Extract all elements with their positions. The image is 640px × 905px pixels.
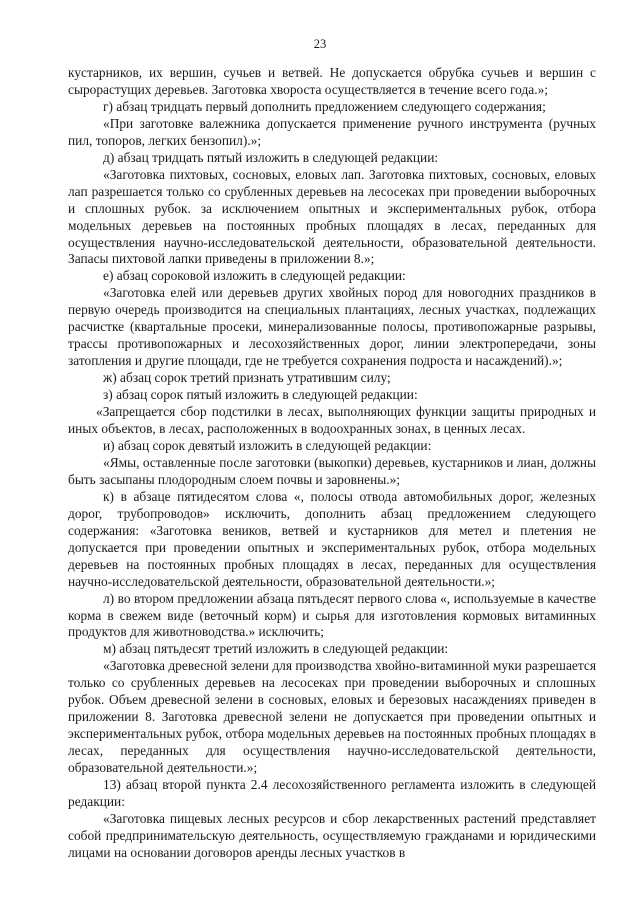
paragraph-quote-zelen: «Заготовка древесной зелени для производства хвойно-витаминной муки разрешается только со срубленных деревьев на лесосеках при проведении выборочных и сплошных рубок. Объем древесной зелени в сосновых, еловых и березовых насаждениях приведен в приложении 8. Заготовка древесной зелени не допускается при проведении опытных и экспериментальных рубок, отбора модельных деревьев на постоянных пробных площадях в лесах, переданных для осуществления научно-исследовательской деятельности, образовательной деятельности.»; bbox=[68, 658, 596, 776]
paragraph-continuation: кустарников, их вершин, сучьев и ветвей. Не допускается обрубка сучьев и вершин с сырорастущих деревьев. Заготовка хвороста осуществляется в течение всего года.»; bbox=[68, 65, 596, 97]
paragraph-quote-yamy: «Ямы, оставленные после заготовки (выкопки) деревьев, кустарников и лиан, должны быть засыпаны плодородным слоем почвы и заровнены.»; bbox=[68, 454, 596, 487]
paragraph-item-g: г) абзац тридцать первый дополнить предложением следующего содержания; bbox=[103, 98, 546, 114]
paragraph-item-z: з) абзац сорок пятый изложить в следующей редакции: bbox=[103, 387, 418, 403]
paragraph-item-d: д) абзац тридцать пятый изложить в следующей редакции: bbox=[103, 149, 439, 165]
paragraph-item-k: к) в абзаце пятидесятом слова «, полосы отвода автомобильных дорог, железных дорог, трубопроводов» исключить, дополнить абзац предложением следующего содержания: «Заготовка веников, ветвей и кустарников для метел и плетения не допускается при проведении опытных и экспериментальных рубок, отбора модельных деревьев на постоянных пробных площадях в лесах, переданных для осуществления научно-исследовательской деятельности, образовательной деятельности.»; bbox=[68, 488, 596, 589]
paragraph-quote-pischevye: «Заготовка пищевых лесных ресурсов и сбор лекарственных растений представляет собой предпринимательскую деятельность, осуществляемую гражданами и юридическими лицами на основании договоров аренды лесных участков в bbox=[68, 810, 596, 860]
paragraph-item-i: и) абзац сорок девятый изложить в следующей редакции: bbox=[103, 437, 432, 453]
paragraph-item-l: л) во втором предложении абзаца пятьдесят первого слова «, используемые в качестве корма в свежем виде (веточный корм) и сырья для изготовления кормовых витаминных продуктов для животноводства.» исключить; bbox=[68, 590, 596, 640]
paragraph-item-zh: ж) абзац сорок третий признать утратившим силу; bbox=[103, 370, 391, 386]
paragraph-quote-podstilka: «Запрещается сбор подстилки в лесах, выполняющих функции защиты природных и иных объектов, в лесах, расположенных в водоохранных зонах, в ценных лесах. bbox=[68, 404, 596, 437]
paragraph-quote-valezhnik: «При заготовке валежника допускается применение ручного инструмента (ручных пил, топоров, легких бензопил).»; bbox=[68, 115, 596, 148]
paragraph-quote-lapy: «Заготовка пихтовых, сосновых, еловых лап. Заготовка пихтовых, сосновых, еловых лап разрешается только со срубленных деревьев на лесосеках при проведении выборочных и сплошных рубок. за исключением опытных и экспериментальных рубок, отбора модельных деревьев на постоянных пробных площадях в лесах, переданных для осуществления научно-исследовательской деятельности, образовательной деятельности. Запасы пихтовой лапки приведены в приложении 8.»; bbox=[68, 166, 596, 267]
paragraph-item-13: 13) абзац второй пункта 2.4 лесохозяйственного регламента изложить в следующей редакции: bbox=[68, 777, 596, 809]
document-body bbox=[68, 65, 596, 862]
paragraph-quote-eli: «Заготовка елей или деревьев других хвойных пород для новогодних праздников в первую очередь производится на специальных плантациях, лесных участках, подлежащих расчистке (квартальные просеки, минерализованные полосы, противопожарные разрывы, трассы противопожарных и лесохозяйственных дорог, линии электропередачи, зоны затопления и другие площади, где не требуется сохранения подроста и насаждений).»; bbox=[68, 285, 596, 369]
page-number: 23 bbox=[313, 37, 327, 51]
paragraph-item-m: м) абзац пятьдесят третий изложить в следующей редакции: bbox=[103, 641, 449, 657]
paragraph-item-e: е) абзац сороковой изложить в следующей редакции: bbox=[103, 268, 406, 284]
